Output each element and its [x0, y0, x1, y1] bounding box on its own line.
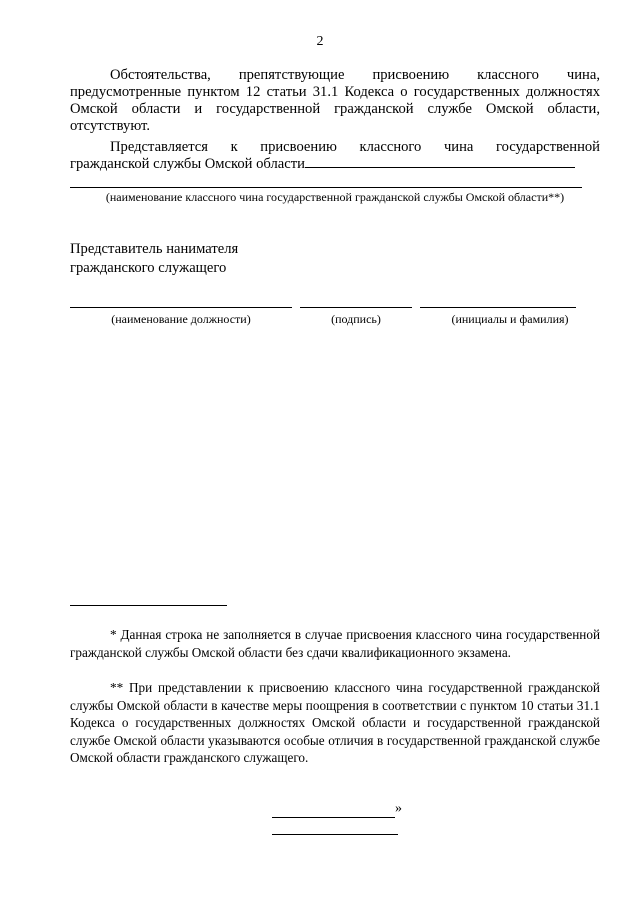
caption-position: (наименование должности) [111, 312, 251, 326]
page-number: 2 [316, 34, 324, 49]
footnote-separator [70, 605, 227, 606]
circumstances-paragraph: Обстоятельства, препятствующие присвоению классного чина, предусмотренные пунктом 12 статьи 31.1 Кодекса о государственных должностях Омской области и государственной гражданской службе Омской области, отсутствуют. [70, 67, 600, 134]
rank-fill-line-2[interactable] [70, 187, 582, 188]
closing-quote: » [395, 801, 402, 816]
presented-line-1: Представляется к присвоению классного чина государственной [110, 139, 600, 155]
caption-name: (инициалы и фамилия) [451, 312, 569, 326]
presented-line-2-text: гражданской службы Омской области [70, 156, 305, 172]
presented-line-2 [70, 156, 600, 173]
signature-line[interactable] [300, 307, 412, 308]
representative-line-2: гражданского служащего [70, 260, 227, 276]
representative-line-1: Представитель нанимателя [70, 241, 239, 257]
footnote-2: ** При представлении к присвоению классного чина государственной гражданской службы Омской области в качестве меры поощрения в соответствии с пунктом 10 статьи 31.1 Кодекса о государственных должностях Омской области и государственной гражданской службе Омской области указываются особые отличия в государственной гражданской службе Омской области гражданского служащего. [70, 680, 600, 766]
rank-caption: (наименование классного чина государственной гражданской службы Омской области**) [105, 190, 565, 204]
caption-signature: (подпись) [331, 312, 381, 326]
closing-line-2 [272, 834, 398, 835]
name-line[interactable] [420, 307, 576, 308]
position-line[interactable] [70, 307, 292, 308]
rank-fill-line[interactable] [305, 156, 575, 168]
footnote-1: * Данная строка не заполняется в случае присвоения классного чина государственной гражданской службы Омской области без сдачи квалификационного экзамена. [70, 627, 600, 660]
closing-line-1 [272, 817, 395, 818]
